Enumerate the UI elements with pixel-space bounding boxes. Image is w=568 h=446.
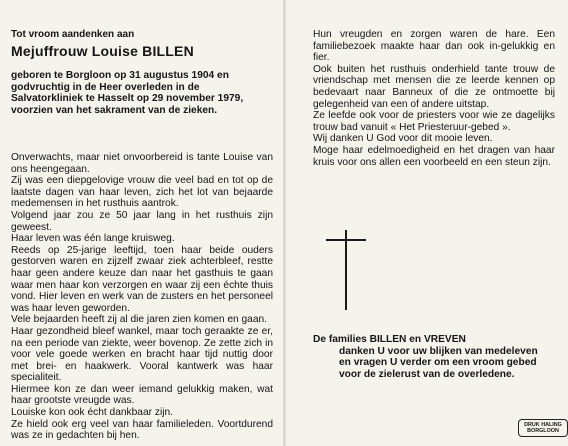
bio-block [11, 70, 273, 116]
paragraph: Wij danken U God voor dit mooie leven. [313, 133, 493, 145]
right-body [313, 29, 555, 168]
bio-line: geboren te Borgloon op 31 augustus 1904 en [11, 70, 229, 81]
paragraph: Volgend jaar zou ze 50 jaar lang in het rusthuis zijn geweest. [11, 209, 273, 233]
left-body [11, 152, 273, 442]
paragraph: Moge haar edelmoedigheid en het dragen van haar kruis voor ons allen een voorbeeld en een steun zijn. [313, 144, 555, 168]
paragraph: Zij was een diepgelovige vrouw die veel bad en tot op de laatste dagen van haar leven, zich het lot van bejaarde medemensen in het rusthuis aantrok. [11, 175, 273, 210]
intro-text: Tot vroom aandenken aan [11, 29, 135, 40]
paragraph: Reeds op 25-jarige leeftijd, toen haar beide ouders gestorven waren en zijzelf zwaar ziek achterbleef, restte haar geen andere keuze dan naar het gasthuis te gaan waar men haar kon verzorgen en waar zij een échte thuis vond. Hier leven en werk van de zusters en het personeel was haar leven geworden. [11, 244, 273, 314]
thanks-line: en vragen U verder om een vroom gebed [339, 357, 537, 369]
paragraph: Ze hield ook erg veel van haar familieleden. Voortdurend was ze in gedachten bij hen. [11, 418, 273, 442]
paragraph: Ook buiten het rusthuis onderhield tante trouw de vriendschap met mensen die ze leerde kennen op bedevaart naar Banneux of die ze ontmoette bij gelegenheid van een of andere uitstap. [313, 63, 555, 110]
family-thanks [313, 334, 555, 380]
printer-name: DRUK HALING [524, 422, 562, 428]
paragraph: Onverwachts, maar niet onvoorbereid is tante Louise van ons heengegaan. [11, 152, 273, 175]
thanks-line: danken U voor uw blijken van medeleven [339, 345, 538, 357]
deceased-name: Mejuffrouw Louise BILLEN [11, 43, 194, 59]
family-line: De families BILLEN en VREVEN [313, 334, 466, 345]
bio-line: voorzien van het sakrament van de zieken. [11, 104, 218, 116]
card-fold [283, 0, 286, 446]
printer-city: BORGLOON [527, 428, 559, 435]
paragraph: Louiske kon ook écht dankbaar zijn. [11, 407, 173, 419]
thanks-line: voor de zielerust van de overledene. [339, 368, 515, 380]
paragraph: Hun vreugden en zorgen waren de hare. Een familiebezoek maakte haar dan ook in-gelukkig en fier. [313, 29, 555, 64]
paragraph: Vele bejaarden heeft zij al die jaren zien komen en gaan. [11, 314, 267, 326]
paragraph: Haar gezondheid bleef wankel, maar toch geraakte ze er, na een periode van ziekte, weer bovenop. Ze zette zich in voor vele goede werken en bracht haar tijd nuttig door met brei- en haakwerk. Vooral kantwerk was haar specialiteit. [11, 325, 273, 384]
printer-stamp [518, 419, 568, 437]
bio-line: Salvatorkliniek te Hasselt op 29 november 1979, [11, 93, 244, 105]
paragraph: Hiermee kon ze dan weer iemand gelukkig maken, wat haar grootste vreugde was. [11, 383, 273, 407]
paragraph: Haar leven was één lange kruisweg. [11, 233, 175, 245]
bio-line: godvruchtig in de Heer overleden in de [11, 81, 200, 93]
paragraph: Ze leefde ook voor de priesters voor wie ze dagelijks trouw bad vanuit « Het Priesteruur-gebed ». [313, 110, 555, 133]
cross-icon [326, 230, 366, 310]
